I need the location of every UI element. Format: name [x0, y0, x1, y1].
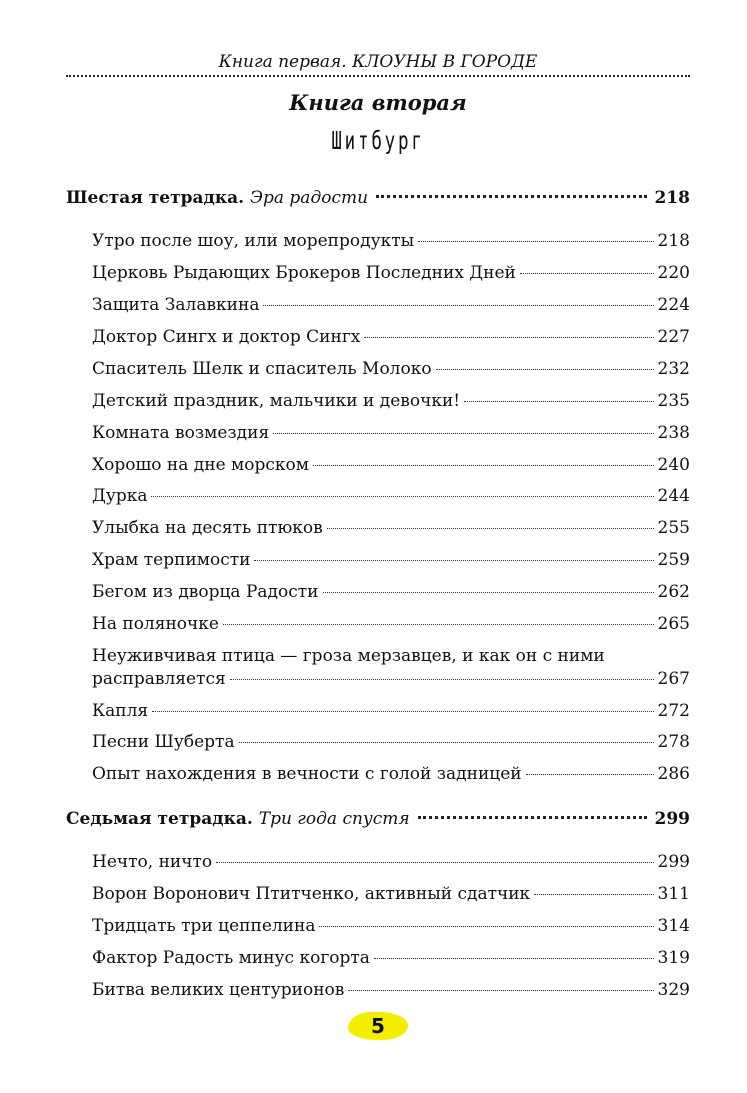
- book-name: Шитбург: [331, 126, 425, 155]
- entry-title: Церковь Рыдающих Брокеров Последних Дней: [92, 263, 516, 283]
- toc-entry[interactable]: [92, 582, 690, 602]
- entry-title: Доктор Сингх и доктор Сингх: [92, 327, 361, 347]
- toc-entry[interactable]: [92, 231, 690, 251]
- toc-entry[interactable]: [92, 455, 690, 475]
- dot-leader: [418, 241, 653, 242]
- entry-title: Улыбка на десять птюков: [92, 518, 323, 538]
- entry-title: Комната возмездия: [92, 423, 270, 443]
- toc-section-6[interactable]: [66, 188, 690, 208]
- toc-entry[interactable]: [92, 486, 690, 506]
- toc-entry[interactable]: [92, 948, 690, 968]
- dot-leader: [526, 774, 654, 775]
- dot-leader: [152, 711, 653, 712]
- entry-page: 311: [657, 884, 690, 904]
- book-title: Книга вторая: [289, 90, 467, 115]
- entry-title: Нечто, ничто: [92, 852, 213, 872]
- dot-leader: [348, 990, 653, 991]
- entry-title: Дурка: [92, 486, 148, 506]
- dot-leader: [319, 926, 653, 927]
- entry-title: Спаситель Шелк и спаситель Молоко: [92, 359, 432, 379]
- dot-leader: [464, 401, 653, 402]
- dot-leader: [216, 862, 653, 863]
- toc-entry[interactable]: [92, 550, 690, 570]
- entry-page: 218: [657, 231, 690, 251]
- entry-page: 240: [657, 455, 690, 475]
- entry-page: 232: [657, 359, 690, 379]
- dot-leader: [376, 195, 646, 198]
- entry-page: 286: [657, 764, 690, 784]
- entry-title: расправляется: [92, 669, 226, 689]
- entry-page: 329: [657, 980, 690, 1000]
- dot-leader: [364, 337, 653, 338]
- entry-title-line1: Неуживчивая птица — гроза мерзавцев, и как он с ними: [92, 646, 605, 666]
- toc-entry[interactable]: [92, 764, 690, 784]
- entry-title: Опыт нахождения в вечности с голой задницей: [92, 764, 522, 784]
- entry-page: 278: [657, 732, 690, 752]
- entry-page: 224: [657, 295, 690, 315]
- dot-leader: [436, 369, 654, 370]
- dot-leader: [374, 958, 654, 959]
- toc-entry[interactable]: [92, 732, 690, 752]
- entry-page: 314: [657, 916, 690, 936]
- toc-entry[interactable]: [92, 263, 690, 283]
- header-rule: [66, 75, 690, 77]
- toc-entry[interactable]: [92, 669, 690, 689]
- entry-page: 220: [657, 263, 690, 283]
- toc-entry[interactable]: [92, 614, 690, 634]
- entry-title: Утро после шоу, или морепродукты: [92, 231, 415, 251]
- entry-title: Защита Залавкина: [92, 295, 260, 315]
- entry-page: 227: [657, 327, 690, 347]
- entry-page: 299: [657, 852, 690, 872]
- entry-title: На поляночке: [92, 614, 219, 634]
- dot-leader: [263, 305, 653, 306]
- entry-page: 255: [657, 518, 690, 538]
- toc-entry[interactable]: [92, 391, 690, 411]
- dot-leader: [327, 528, 654, 529]
- toc-section-7[interactable]: [66, 809, 690, 829]
- section-page: 299: [654, 809, 690, 829]
- entry-page: 267: [657, 669, 690, 689]
- toc-entry[interactable]: [92, 884, 690, 904]
- page-number: 5: [371, 1014, 385, 1038]
- toc-entry[interactable]: [92, 852, 690, 872]
- dot-leader: [239, 742, 654, 743]
- dot-leader: [254, 560, 653, 561]
- entry-page: 238: [657, 423, 690, 443]
- entry-title: Песни Шуберта: [92, 732, 235, 752]
- dot-leader: [230, 679, 654, 680]
- entry-title: Детский праздник, мальчики и девочки!: [92, 391, 461, 411]
- dot-leader: [323, 592, 654, 593]
- section-title: Седьмая тетрадка. Три года спустя: [66, 809, 410, 829]
- dot-leader: [520, 273, 654, 274]
- running-header: Книга первая. КЛОУНЫ В ГОРОДЕ: [218, 52, 538, 72]
- section-title: Шестая тетрадка. Эра радости: [66, 188, 369, 208]
- entry-page: 259: [657, 550, 690, 570]
- dot-leader: [418, 816, 647, 819]
- entry-title: Хорошо на дне морском: [92, 455, 309, 475]
- dot-leader: [534, 894, 653, 895]
- toc-entry[interactable]: [92, 327, 690, 347]
- entry-title: Фактор Радость минус когорта: [92, 948, 370, 968]
- toc-entry[interactable]: [92, 295, 690, 315]
- toc-entry[interactable]: [92, 701, 690, 721]
- entry-page: 272: [657, 701, 690, 721]
- toc-entry[interactable]: [92, 916, 690, 936]
- entry-title: Тридцать три цеппелина: [92, 916, 316, 936]
- entry-title: Храм терпимости: [92, 550, 251, 570]
- entry-page: 244: [657, 486, 690, 506]
- toc-entry[interactable]: [92, 359, 690, 379]
- entry-page: 235: [657, 391, 690, 411]
- dot-leader: [223, 624, 654, 625]
- entry-page: 319: [657, 948, 690, 968]
- dot-leader: [273, 433, 653, 434]
- dot-leader: [313, 465, 654, 466]
- entry-page: 265: [657, 614, 690, 634]
- entry-title: Ворон Воронович Птитченко, активный сдатчик: [92, 884, 531, 904]
- entry-title: Битва великих центурионов: [92, 980, 345, 1000]
- toc-entry[interactable]: [92, 518, 690, 538]
- dot-leader: [151, 496, 653, 497]
- toc-entry[interactable]: [92, 423, 690, 443]
- entry-title: Бегом из дворца Радости: [92, 582, 319, 602]
- toc-entry[interactable]: [92, 980, 690, 1000]
- entry-page: 262: [657, 582, 690, 602]
- entry-title: Капля: [92, 701, 149, 721]
- section-page: 218: [654, 188, 690, 208]
